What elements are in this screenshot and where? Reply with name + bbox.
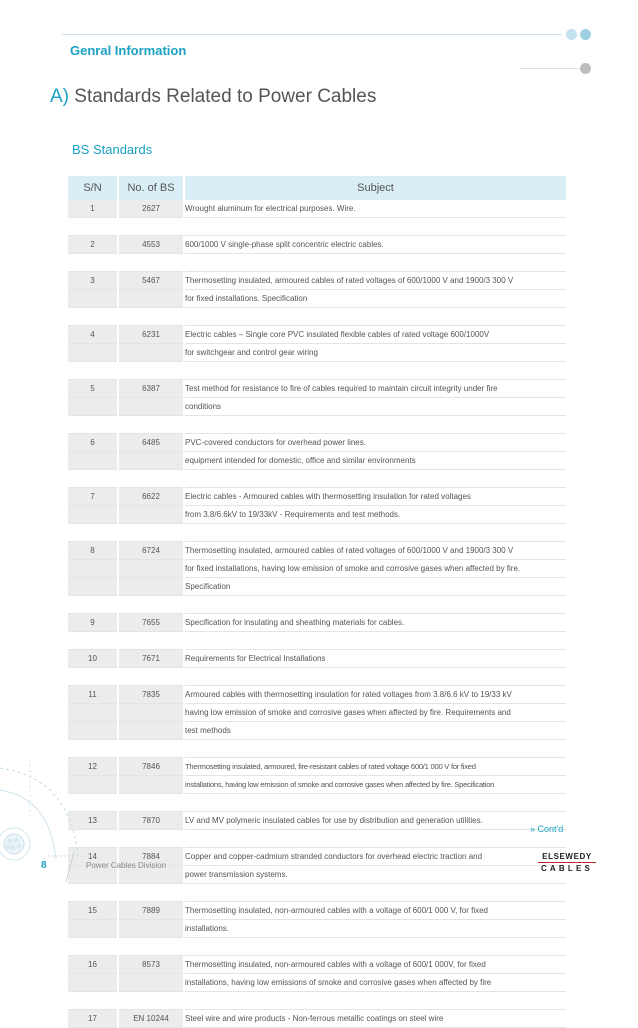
cell-sn xyxy=(68,722,118,740)
cell-subject: installations, having low emissions of smoke and corrosive gases when affected by fire xyxy=(184,974,566,992)
table-row xyxy=(68,200,566,218)
table-row xyxy=(68,758,566,776)
cell-bs-number: 7835 xyxy=(118,686,184,704)
logo-bar xyxy=(538,862,596,863)
cell-sn: 14 xyxy=(68,848,118,866)
cell-bs-number: 6485 xyxy=(118,434,184,452)
table-row xyxy=(68,578,566,596)
row-gap xyxy=(68,218,566,236)
cell-subject: for fixed installations, having low emission of smoke and corrosive gases when affected by fire. xyxy=(184,560,566,578)
table-row xyxy=(68,488,566,506)
standards-table xyxy=(68,176,566,1028)
cell-subject: conditions xyxy=(184,398,566,416)
cell-bs-number: 6622 xyxy=(118,488,184,506)
table-row xyxy=(68,974,566,992)
row-gap xyxy=(68,992,566,1010)
cell-subject: installations. xyxy=(184,920,566,938)
table-row xyxy=(68,902,566,920)
section-title xyxy=(50,86,376,108)
cell-bs-number xyxy=(118,560,184,578)
cell-sn: 7 xyxy=(68,488,118,506)
cell-subject: for fixed installations. Specification xyxy=(184,290,566,308)
cell-bs-number xyxy=(118,290,184,308)
header-rule xyxy=(62,34,562,35)
table-row xyxy=(68,236,566,254)
cell-subject: installations, having low emission of smoke and corrosive gases when affected by fire. Specification xyxy=(184,776,566,794)
table-row xyxy=(68,344,566,362)
cell-bs-number: 7870 xyxy=(118,812,184,830)
cell-sn: 13 xyxy=(68,812,118,830)
cell-bs-number: 5467 xyxy=(118,272,184,290)
cell-subject: Armoured cables with thermosetting insulation for rated voltages from 3.8/6.6 kV to 19/33 kV xyxy=(184,686,566,704)
table-row xyxy=(68,272,566,290)
table-row xyxy=(68,1010,566,1028)
cell-subject: PVC-covered conductors for overhead power lines. xyxy=(184,434,566,452)
table-row xyxy=(68,920,566,938)
cell-sn: 1 xyxy=(68,200,118,218)
cell-sn: 4 xyxy=(68,326,118,344)
cell-sn xyxy=(68,578,118,596)
cell-sn: 8 xyxy=(68,542,118,560)
header-dot-left xyxy=(566,29,577,40)
cell-sn: 2 xyxy=(68,236,118,254)
header-title: Genral Information xyxy=(70,43,187,58)
cell-sn xyxy=(68,704,118,722)
row-gap xyxy=(68,938,566,956)
table-row xyxy=(68,560,566,578)
cell-subject: Steel wire and wire products - Non-ferrous metallic coatings on steel wire xyxy=(184,1010,566,1028)
cell-subject: Copper and copper-cadmium stranded conductors for overhead electric traction and xyxy=(184,848,566,866)
cell-bs-number: 8573 xyxy=(118,956,184,974)
cell-subject: Electric cables – Single core PVC insulated flexible cables of rated voltage 600/1000V xyxy=(184,326,566,344)
cell-bs-number xyxy=(118,920,184,938)
cell-bs-number: 7889 xyxy=(118,902,184,920)
table-row xyxy=(68,398,566,416)
cell-sn: 16 xyxy=(68,956,118,974)
row-gap xyxy=(68,794,566,812)
cell-bs-number: 7655 xyxy=(118,614,184,632)
table-row xyxy=(68,380,566,398)
company-logo xyxy=(538,852,596,873)
continued-label: » Cont'd xyxy=(530,824,564,834)
cell-subject: test methods xyxy=(184,722,566,740)
footer-slash xyxy=(64,852,76,882)
cell-bs-number: 7884 xyxy=(118,848,184,866)
cell-subject: Thermosetting insulated, armoured cables of rated voltages of 600/1000 V and 1900/3 300 V xyxy=(184,542,566,560)
cell-bs-number: EN 10244 xyxy=(118,1010,184,1028)
cell-bs-number: 6387 xyxy=(118,380,184,398)
subsection-title: BS Standards xyxy=(72,142,153,157)
row-gap xyxy=(68,596,566,614)
column-header-subject: Subject xyxy=(184,176,566,200)
cell-sn: 17 xyxy=(68,1010,118,1028)
cell-bs-number xyxy=(118,578,184,596)
cell-bs-number xyxy=(118,722,184,740)
cell-sn: 9 xyxy=(68,614,118,632)
row-gap xyxy=(68,740,566,758)
cell-sn: 15 xyxy=(68,902,118,920)
cell-bs-number: 2627 xyxy=(118,200,184,218)
logo-line1: ELSEWEDY xyxy=(542,852,592,861)
table-header-row xyxy=(68,176,566,200)
cell-bs-number: 6231 xyxy=(118,326,184,344)
table-row xyxy=(68,506,566,524)
row-gap xyxy=(68,668,566,686)
cell-sn xyxy=(68,974,118,992)
cell-bs-number: 6724 xyxy=(118,542,184,560)
cell-subject: Specification for insulating and sheathing materials for cables. xyxy=(184,614,566,632)
table-row xyxy=(68,722,566,740)
row-gap xyxy=(68,884,566,902)
row-gap xyxy=(68,470,566,488)
cell-bs-number xyxy=(118,704,184,722)
row-gap xyxy=(68,254,566,272)
cable-decoration-icon xyxy=(0,760,90,902)
cell-bs-number xyxy=(118,974,184,992)
cell-subject: for switchgear and control gear wiring xyxy=(184,344,566,362)
cell-subject: power transmission systems. xyxy=(184,866,566,884)
header-dot-right xyxy=(580,29,591,40)
table-row xyxy=(68,704,566,722)
cell-subject: 600/1000 V single-phase split concentric electric cables. xyxy=(184,236,566,254)
table-row xyxy=(68,542,566,560)
cell-sn: 3 xyxy=(68,272,118,290)
cell-subject: Wrought aluminum for electrical purposes. Wire. xyxy=(184,200,566,218)
table-row xyxy=(68,956,566,974)
cell-bs-number xyxy=(118,776,184,794)
table-row xyxy=(68,686,566,704)
cell-sn xyxy=(68,398,118,416)
section-letter: A) xyxy=(50,86,69,107)
cell-subject: from 3.8/6.6kV to 19/33kV - Requirements and test methods. xyxy=(184,506,566,524)
cell-sn: 11 xyxy=(68,686,118,704)
cell-sn xyxy=(68,506,118,524)
row-gap xyxy=(68,416,566,434)
cell-bs-number xyxy=(118,398,184,416)
cell-subject: Test method for resistance to fire of cables required to maintain circuit integrity under fire xyxy=(184,380,566,398)
table-row xyxy=(68,812,566,830)
cell-subject: Thermosetting insulated, armoured cables of rated voltages of 600/1000 V and 1900/3 300 V xyxy=(184,272,566,290)
cell-sn: 12 xyxy=(68,758,118,776)
cell-sn xyxy=(68,290,118,308)
cell-subject: equipment intended for domestic, office and similar environments xyxy=(184,452,566,470)
cell-sn xyxy=(68,560,118,578)
row-gap xyxy=(68,524,566,542)
table-row xyxy=(68,434,566,452)
cell-sn xyxy=(68,344,118,362)
row-gap xyxy=(68,362,566,380)
cell-subject: Specification xyxy=(184,578,566,596)
table-row xyxy=(68,650,566,668)
cell-subject: Thermosetting insulated, non-armoured cables with a voltage of 600/1 000 V, for fixed xyxy=(184,902,566,920)
table-row xyxy=(68,776,566,794)
row-gap xyxy=(68,308,566,326)
cell-bs-number xyxy=(118,506,184,524)
cell-subject: Thermosetting insulated, armoured, fire-resistant cables of rated voltage 600/1 000 V for fixed xyxy=(184,758,566,776)
cell-subject: Electric cables - Armoured cables with thermosetting insulation for rated voltages xyxy=(184,488,566,506)
cell-sn: 6 xyxy=(68,434,118,452)
logo-line2: CABLES xyxy=(540,864,594,873)
cell-bs-number: 7846 xyxy=(118,758,184,776)
cell-subject: having low emission of smoke and corrosive gases when affected by fire. Requirements and xyxy=(184,704,566,722)
table-body xyxy=(68,200,566,1028)
cell-subject: Thermosetting insulated, non-armoured cables with a voltage of 600/1 000V, for fixed xyxy=(184,956,566,974)
table-row xyxy=(68,614,566,632)
cell-sn: 5 xyxy=(68,380,118,398)
header-rule-secondary xyxy=(520,68,580,69)
row-gap xyxy=(68,632,566,650)
row-gap xyxy=(68,830,566,848)
cell-bs-number: 7671 xyxy=(118,650,184,668)
table-row xyxy=(68,452,566,470)
cell-bs-number xyxy=(118,452,184,470)
column-header-bs: No. of BS xyxy=(118,176,184,200)
cell-sn: 10 xyxy=(68,650,118,668)
cell-sn xyxy=(68,920,118,938)
cell-subject: Requirements for Electrical Installations xyxy=(184,650,566,668)
page-number: 8 xyxy=(41,860,47,871)
cell-subject: LV and MV polymeric insulated cables for use by distribution and generation utilities. xyxy=(184,812,566,830)
column-header-sn: S/N xyxy=(68,176,118,200)
table-row xyxy=(68,326,566,344)
table-row xyxy=(68,290,566,308)
cell-bs-number xyxy=(118,344,184,362)
header-dot-grey xyxy=(580,63,591,74)
footer-division: Power Cables Division xyxy=(86,861,167,870)
cell-bs-number: 4553 xyxy=(118,236,184,254)
section-title-text: Standards Related to Power Cables xyxy=(74,86,377,107)
cell-sn xyxy=(68,452,118,470)
